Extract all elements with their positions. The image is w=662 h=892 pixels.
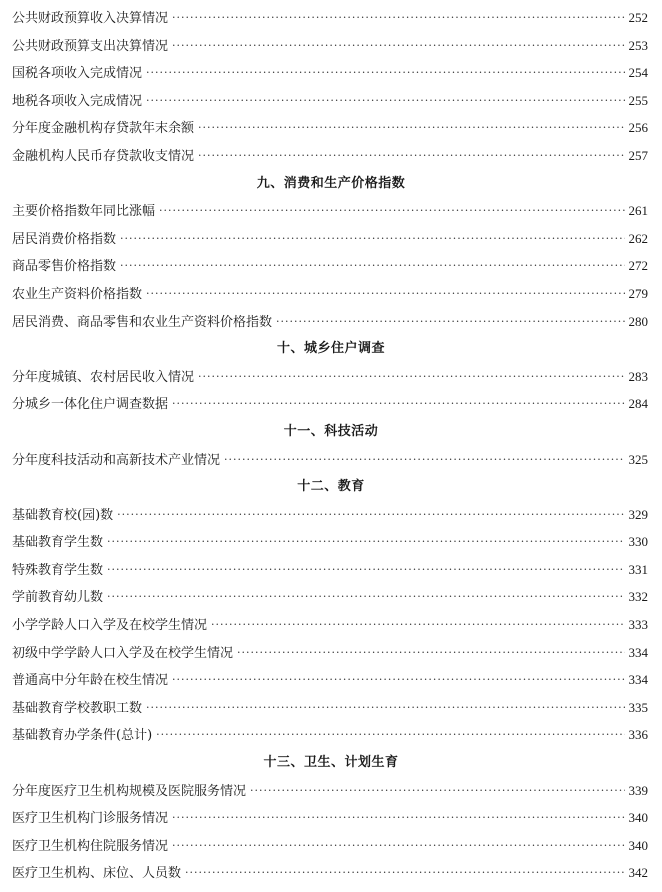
toc-entry[interactable] bbox=[12, 583, 648, 611]
dot-leader bbox=[146, 280, 624, 308]
toc-entry-title: 特殊教育学生数 bbox=[12, 562, 104, 578]
toc-entry[interactable] bbox=[12, 142, 648, 170]
toc-entry-title: 基础教育学校教职工数 bbox=[12, 700, 143, 716]
toc-entry[interactable] bbox=[12, 694, 648, 722]
toc-entry-page: 329 bbox=[628, 506, 648, 522]
toc-entry-title: 居民消费、商品零售和农业生产资料价格指数 bbox=[12, 314, 273, 330]
dot-leader bbox=[146, 59, 624, 87]
toc-entry[interactable] bbox=[12, 32, 648, 60]
toc-entry-page: 279 bbox=[628, 285, 648, 301]
toc-entry-page: 339 bbox=[628, 782, 648, 798]
dot-leader bbox=[276, 308, 624, 336]
section-heading: 十一、科技活动 bbox=[283, 423, 379, 439]
toc-entry[interactable] bbox=[12, 528, 648, 556]
toc-entry[interactable] bbox=[12, 87, 648, 115]
section-heading: 十、城乡住户调查 bbox=[276, 341, 385, 357]
toc-entry[interactable] bbox=[12, 197, 648, 225]
toc-entry-title: 分年度城镇、农村居民收入情况 bbox=[12, 369, 195, 385]
toc-entry-title: 普通高中分年龄在校生情况 bbox=[12, 673, 169, 689]
toc-entry[interactable] bbox=[12, 390, 648, 418]
dot-leader bbox=[185, 859, 624, 887]
toc-entry-page: 255 bbox=[628, 92, 648, 108]
dot-leader bbox=[159, 197, 624, 225]
toc-entry-page: 262 bbox=[628, 230, 648, 246]
toc-entry-title: 小学学龄人口入学及在校学生情况 bbox=[12, 618, 208, 634]
toc-entry-page: 340 bbox=[628, 837, 648, 853]
toc-entry[interactable] bbox=[12, 832, 648, 860]
dot-leader bbox=[237, 639, 624, 667]
toc-entry[interactable] bbox=[12, 611, 648, 639]
toc-entry[interactable] bbox=[12, 59, 648, 87]
toc-entry-page: 254 bbox=[628, 65, 648, 81]
toc-entry-page: 280 bbox=[628, 313, 648, 329]
toc-entry-title: 分年度医疗卫生机构规模及医院服务情况 bbox=[12, 783, 247, 799]
dot-leader bbox=[198, 114, 624, 142]
dot-leader bbox=[120, 225, 624, 253]
toc-entry-page: 331 bbox=[628, 561, 648, 577]
toc-entry-page: 332 bbox=[628, 589, 648, 605]
toc-entry-title: 医疗卫生机构、床位、人员数 bbox=[12, 866, 182, 882]
dot-leader bbox=[117, 501, 624, 529]
toc-entry-page: 257 bbox=[628, 147, 648, 163]
toc-entry-title: 金融机构人民币存贷款收支情况 bbox=[12, 148, 195, 164]
dot-leader bbox=[172, 666, 624, 694]
toc-entry-title: 学前教育幼儿数 bbox=[12, 590, 104, 606]
toc-entry[interactable] bbox=[12, 501, 648, 529]
toc-entry[interactable] bbox=[12, 4, 648, 32]
toc-entry-page: 336 bbox=[628, 727, 648, 743]
toc-entry-page: 284 bbox=[628, 396, 648, 412]
toc-entry[interactable] bbox=[12, 114, 648, 142]
toc-entry-title: 地税各项收入完成情况 bbox=[12, 93, 143, 109]
dot-leader bbox=[211, 611, 624, 639]
toc-entry[interactable] bbox=[12, 666, 648, 694]
dot-leader bbox=[172, 390, 624, 418]
toc-entry[interactable] bbox=[12, 308, 648, 336]
toc-entry[interactable] bbox=[12, 252, 648, 280]
toc-entry[interactable] bbox=[12, 363, 648, 391]
toc-entry[interactable] bbox=[12, 556, 648, 584]
toc-entry-title: 商品零售价格指数 bbox=[12, 259, 117, 275]
dot-leader bbox=[146, 87, 624, 115]
dot-leader bbox=[107, 528, 624, 556]
toc-entry-title: 公共财政预算支出决算情况 bbox=[12, 38, 169, 54]
toc-entry-title: 主要价格指数年同比涨幅 bbox=[12, 204, 156, 220]
toc-entry-title: 医疗卫生机构住院服务情况 bbox=[12, 838, 169, 854]
toc-entry-title: 基础教育校(园)数 bbox=[12, 507, 114, 523]
toc-entry-page: 342 bbox=[628, 865, 648, 881]
toc-entry-page: 340 bbox=[628, 810, 648, 826]
toc-entry[interactable] bbox=[12, 777, 648, 805]
section-heading: 十三、卫生、计划生育 bbox=[263, 755, 399, 771]
dot-leader bbox=[172, 32, 624, 60]
dot-leader bbox=[198, 142, 624, 170]
toc-entry-page: 325 bbox=[628, 451, 648, 467]
dot-leader bbox=[107, 583, 624, 611]
dot-leader bbox=[156, 721, 624, 749]
toc-entry-page: 335 bbox=[628, 699, 648, 715]
dot-leader bbox=[146, 694, 624, 722]
dot-leader bbox=[250, 777, 624, 805]
toc-entry-title: 基础教育办学条件(总计) bbox=[12, 728, 153, 744]
dot-leader bbox=[120, 252, 624, 280]
toc-entry-title: 初级中学学龄人口入学及在校学生情况 bbox=[12, 645, 234, 661]
toc-entry-page: 334 bbox=[628, 644, 648, 660]
toc-entry-title: 居民消费价格指数 bbox=[12, 231, 117, 247]
toc-entry[interactable] bbox=[12, 804, 648, 832]
toc-entry-title: 分年度科技活动和高新技术产业情况 bbox=[12, 452, 221, 468]
toc-entry-page: 256 bbox=[628, 120, 648, 136]
toc-entry-title: 分城乡一体化住户调查数据 bbox=[12, 397, 169, 413]
dot-leader bbox=[172, 804, 624, 832]
toc-entry[interactable] bbox=[12, 225, 648, 253]
toc-entry[interactable] bbox=[12, 446, 648, 474]
toc-entry-page: 252 bbox=[628, 10, 648, 25]
dot-leader bbox=[224, 446, 624, 474]
dot-leader bbox=[172, 832, 624, 860]
dot-leader bbox=[198, 363, 624, 391]
toc-entry-page: 261 bbox=[628, 203, 648, 219]
dot-leader bbox=[172, 4, 624, 32]
dot-leader bbox=[107, 556, 624, 584]
section-heading: 九、消费和生产价格指数 bbox=[256, 175, 406, 191]
toc-entry[interactable] bbox=[12, 280, 648, 308]
toc-entry-page: 334 bbox=[628, 672, 648, 688]
toc-entry[interactable] bbox=[12, 859, 648, 887]
toc-entry-title: 医疗卫生机构门诊服务情况 bbox=[12, 811, 169, 827]
toc-entry-title: 基础教育学生数 bbox=[12, 535, 104, 551]
toc-entry-title: 农业生产资料价格指数 bbox=[12, 286, 143, 302]
toc-entry-page: 283 bbox=[628, 368, 648, 384]
section-heading: 十二、教育 bbox=[297, 479, 365, 495]
toc-entry-title: 分年度金融机构存贷款年末余额 bbox=[12, 121, 195, 137]
toc-entry-page: 272 bbox=[628, 258, 648, 274]
toc-entry-page: 253 bbox=[628, 37, 648, 53]
toc-entry[interactable] bbox=[12, 639, 648, 667]
toc-entry-page: 330 bbox=[628, 534, 648, 550]
toc-entry-page: 333 bbox=[628, 617, 648, 633]
toc-entry-title: 国税各项收入完成情况 bbox=[12, 66, 143, 82]
toc-entry[interactable] bbox=[12, 721, 648, 749]
toc-entry-title: 公共财政预算收入决算情况 bbox=[12, 11, 169, 26]
